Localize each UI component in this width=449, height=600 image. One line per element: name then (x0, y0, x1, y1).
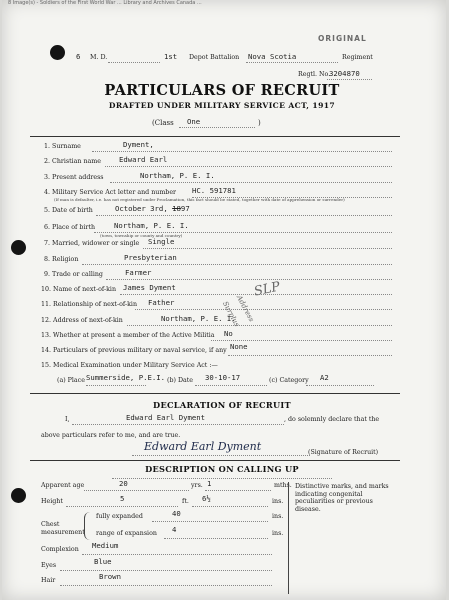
height-in-dots (192, 506, 268, 507)
field-kin-address-dots (127, 325, 392, 326)
page-header-strip: 8 Image(s) - Soldiers of the First World War ... Library and Archives Canada ... (8, 0, 202, 6)
field-birth-date-dots (96, 215, 392, 216)
field-previous-service-label: 14. Particulars of previous military or naval service, if any (41, 347, 227, 354)
field-birth-place-value: Northam, P. E. I. (114, 221, 189, 230)
range-ins: ins. (272, 530, 284, 537)
declaration-heading: DECLARATION OF RECRUIT (153, 400, 291, 410)
fully-expanded-dots (152, 521, 268, 522)
field-birth-place-label: 6. Place of birth (44, 224, 96, 231)
field-trade-dots (106, 279, 392, 280)
medical-place-label: (a) Place (57, 377, 85, 384)
field-kin-relationship-label: 11. Relationship of next-of-kin (41, 301, 137, 308)
complexion-dots (82, 554, 272, 555)
field-next-of-kin-label: 10. Name of next-of-kin (41, 286, 117, 293)
age-months-value: 1 (207, 479, 212, 488)
depot-battalion-value: 1st (164, 52, 178, 61)
md-dots (108, 62, 160, 63)
birth-date-strike: 18 (172, 204, 181, 213)
recruit-signature: Edward Earl Dyment (144, 440, 262, 453)
regiment-dots (246, 62, 338, 63)
height-ins-label: ins. (272, 498, 284, 505)
range-dots (164, 538, 268, 539)
field-marital-status-value: Single (148, 237, 175, 246)
class-value: One (187, 117, 201, 126)
field-next-of-kin-value: James Dyment (123, 283, 176, 292)
yrs-label: yrs. (191, 482, 203, 489)
chest-label-1: Chest (41, 521, 60, 528)
hair-value: Brown (99, 572, 121, 581)
declaration-name-value: Edward Earl Dyment (126, 413, 206, 422)
signature-dots (132, 455, 310, 456)
regiment-value: Nova Scotia (248, 52, 297, 61)
medical-date-value: 30-10-17 (205, 373, 241, 382)
range-label: range of expansion (96, 530, 157, 537)
field-christian-name-label: 2. Christian name (44, 158, 102, 165)
middle-rule (30, 393, 400, 394)
declaration-text-1: , do solemnly declare that the (284, 416, 380, 423)
field-msa-number-note: (If man is defaulter, i.e. has not registered under Proclamation, this fact should be stated, together with date of apprehension or surrender) (54, 197, 345, 202)
medical-category-dots (306, 385, 374, 386)
field-christian-name-dots (105, 166, 392, 167)
field-previous-service-value: None (230, 342, 248, 351)
field-marital-status-label: 7. Married, widower or single (44, 240, 140, 247)
field-religion-value: Presbyterian (124, 253, 177, 262)
fully-expanded-ins: ins. (272, 513, 284, 520)
complexion-label: Complexion (41, 546, 79, 553)
eyes-value: Blue (94, 557, 112, 566)
margin-note-address: Address (234, 294, 256, 324)
birth-date-main: October 3rd, (115, 204, 173, 213)
field-msa-number-value: HC. 591781 (192, 186, 236, 195)
punch-hole-bottom (11, 488, 26, 503)
field-active-militia-label: 13. Whether at present a member of the Active Militia (41, 332, 215, 339)
page-title: PARTICULARS OF RECRUIT (104, 82, 340, 99)
field-medical-exam-label: 15. Medical Examination under Military Service Act :— (41, 362, 218, 369)
chest-brace (84, 512, 93, 540)
field-birth-date-value (115, 204, 190, 213)
medical-category-label: (c) Category (269, 377, 309, 384)
field-present-address-value: Northam, P. E. I. (140, 171, 215, 180)
medical-category-value: A2 (320, 373, 329, 382)
distinctive-marks-note: Distinctive marks, and marks indicating congenital peculiarities or previous disease. (295, 483, 389, 513)
declaration-name-dots (72, 424, 284, 425)
field-surname-value: Dyment, (123, 140, 154, 149)
field-religion-label: 8. Religion (44, 256, 79, 263)
margin-note-surplus: Surplus (220, 300, 241, 329)
apparent-age-label: Apparent age (41, 482, 85, 489)
field-active-militia-value: No (224, 329, 233, 338)
field-present-address-label: 3. Present address (44, 174, 104, 181)
age-months-dots (205, 490, 271, 491)
chest-label-2: measurement (41, 529, 85, 536)
declaration-text-2: above particulars refer to me, and are true. (41, 432, 181, 439)
birth-date-year: 97 (180, 204, 190, 213)
field-active-militia-dots (211, 340, 392, 341)
declaration-i-label: I, (65, 416, 70, 423)
hair-dots (60, 585, 272, 586)
height-ft-dots (66, 506, 178, 507)
age-years-value: 20 (119, 479, 128, 488)
class-close: ) (258, 119, 261, 127)
range-value: 4 (172, 525, 177, 534)
class-dots (179, 127, 255, 128)
page-subtitle: DRAFTED UNDER MILITARY SERVICE ACT, 1917 (108, 101, 336, 110)
original-stamp: ORIGINAL (318, 34, 367, 43)
height-in-value: 6½ (202, 494, 211, 503)
fully-expanded-label: fully expanded (96, 513, 143, 520)
punch-hole-top (50, 45, 65, 60)
field-kin-relationship-dots (135, 309, 392, 310)
field-trade-label: 9. Trade or calling (44, 271, 103, 278)
age-years-dots (84, 490, 189, 491)
regtl-no-value: 3204870 (329, 69, 360, 78)
medical-date-dots (195, 385, 267, 386)
field-previous-service-dots (228, 355, 392, 356)
regtl-no-dots (327, 79, 372, 80)
medical-place-value: Summerside, P.E.I. (86, 373, 166, 382)
signature-label: (Signature of Recruit) (308, 449, 379, 456)
hair-label: Hair (41, 577, 56, 584)
fully-expanded-value: 40 (172, 509, 181, 518)
field-msa-number-label: 4. Military Service Act letter and number (44, 189, 177, 196)
marks-divider (288, 482, 289, 594)
field-religion-dots (82, 264, 392, 265)
top-rule (30, 136, 400, 137)
eyes-label: Eyes (41, 562, 57, 569)
height-ft-value: 5 (120, 494, 125, 503)
document-page (2, 0, 446, 600)
lower-rule (30, 460, 400, 461)
md-number: 6 (76, 52, 81, 61)
punch-hole-middle (11, 240, 26, 255)
medical-date-label: (b) Date (167, 377, 194, 384)
description-heading-underline (112, 478, 332, 479)
field-surname-dots (92, 151, 392, 152)
field-kin-address-label: 12. Address of next-of-kin (41, 317, 123, 324)
regtl-no-label: Regtl. No. (298, 71, 331, 78)
field-kin-relationship-value: Father (148, 298, 175, 307)
eyes-dots (60, 570, 272, 571)
field-marital-status-dots (143, 248, 392, 249)
mths-label: mths. (274, 482, 292, 489)
field-birth-place-note: (town, township or county and country) (100, 233, 183, 238)
depot-battalion-label: Depot Battalion (189, 54, 240, 61)
md-label: M. D. (90, 54, 108, 61)
height-label: Height (41, 498, 63, 505)
field-surname-label: 1. Surname (44, 143, 81, 150)
field-trade-value: Farmer (125, 268, 152, 277)
field-birth-date-label: 5. Date of birth (44, 207, 93, 214)
field-present-address-dots (110, 182, 392, 183)
class-label: (Class (152, 119, 174, 127)
ft-label: ft. (182, 498, 189, 505)
field-christian-name-value: Edward Earl (119, 155, 168, 164)
field-kin-address-value: Northam, P. E. I. (161, 314, 236, 323)
medical-place-dots (86, 385, 146, 386)
regiment-label: Regiment (342, 54, 373, 61)
description-heading: DESCRIPTION ON CALLING UP (145, 464, 299, 474)
margin-initials: SLP (252, 279, 282, 300)
complexion-value: Medium (92, 541, 119, 550)
